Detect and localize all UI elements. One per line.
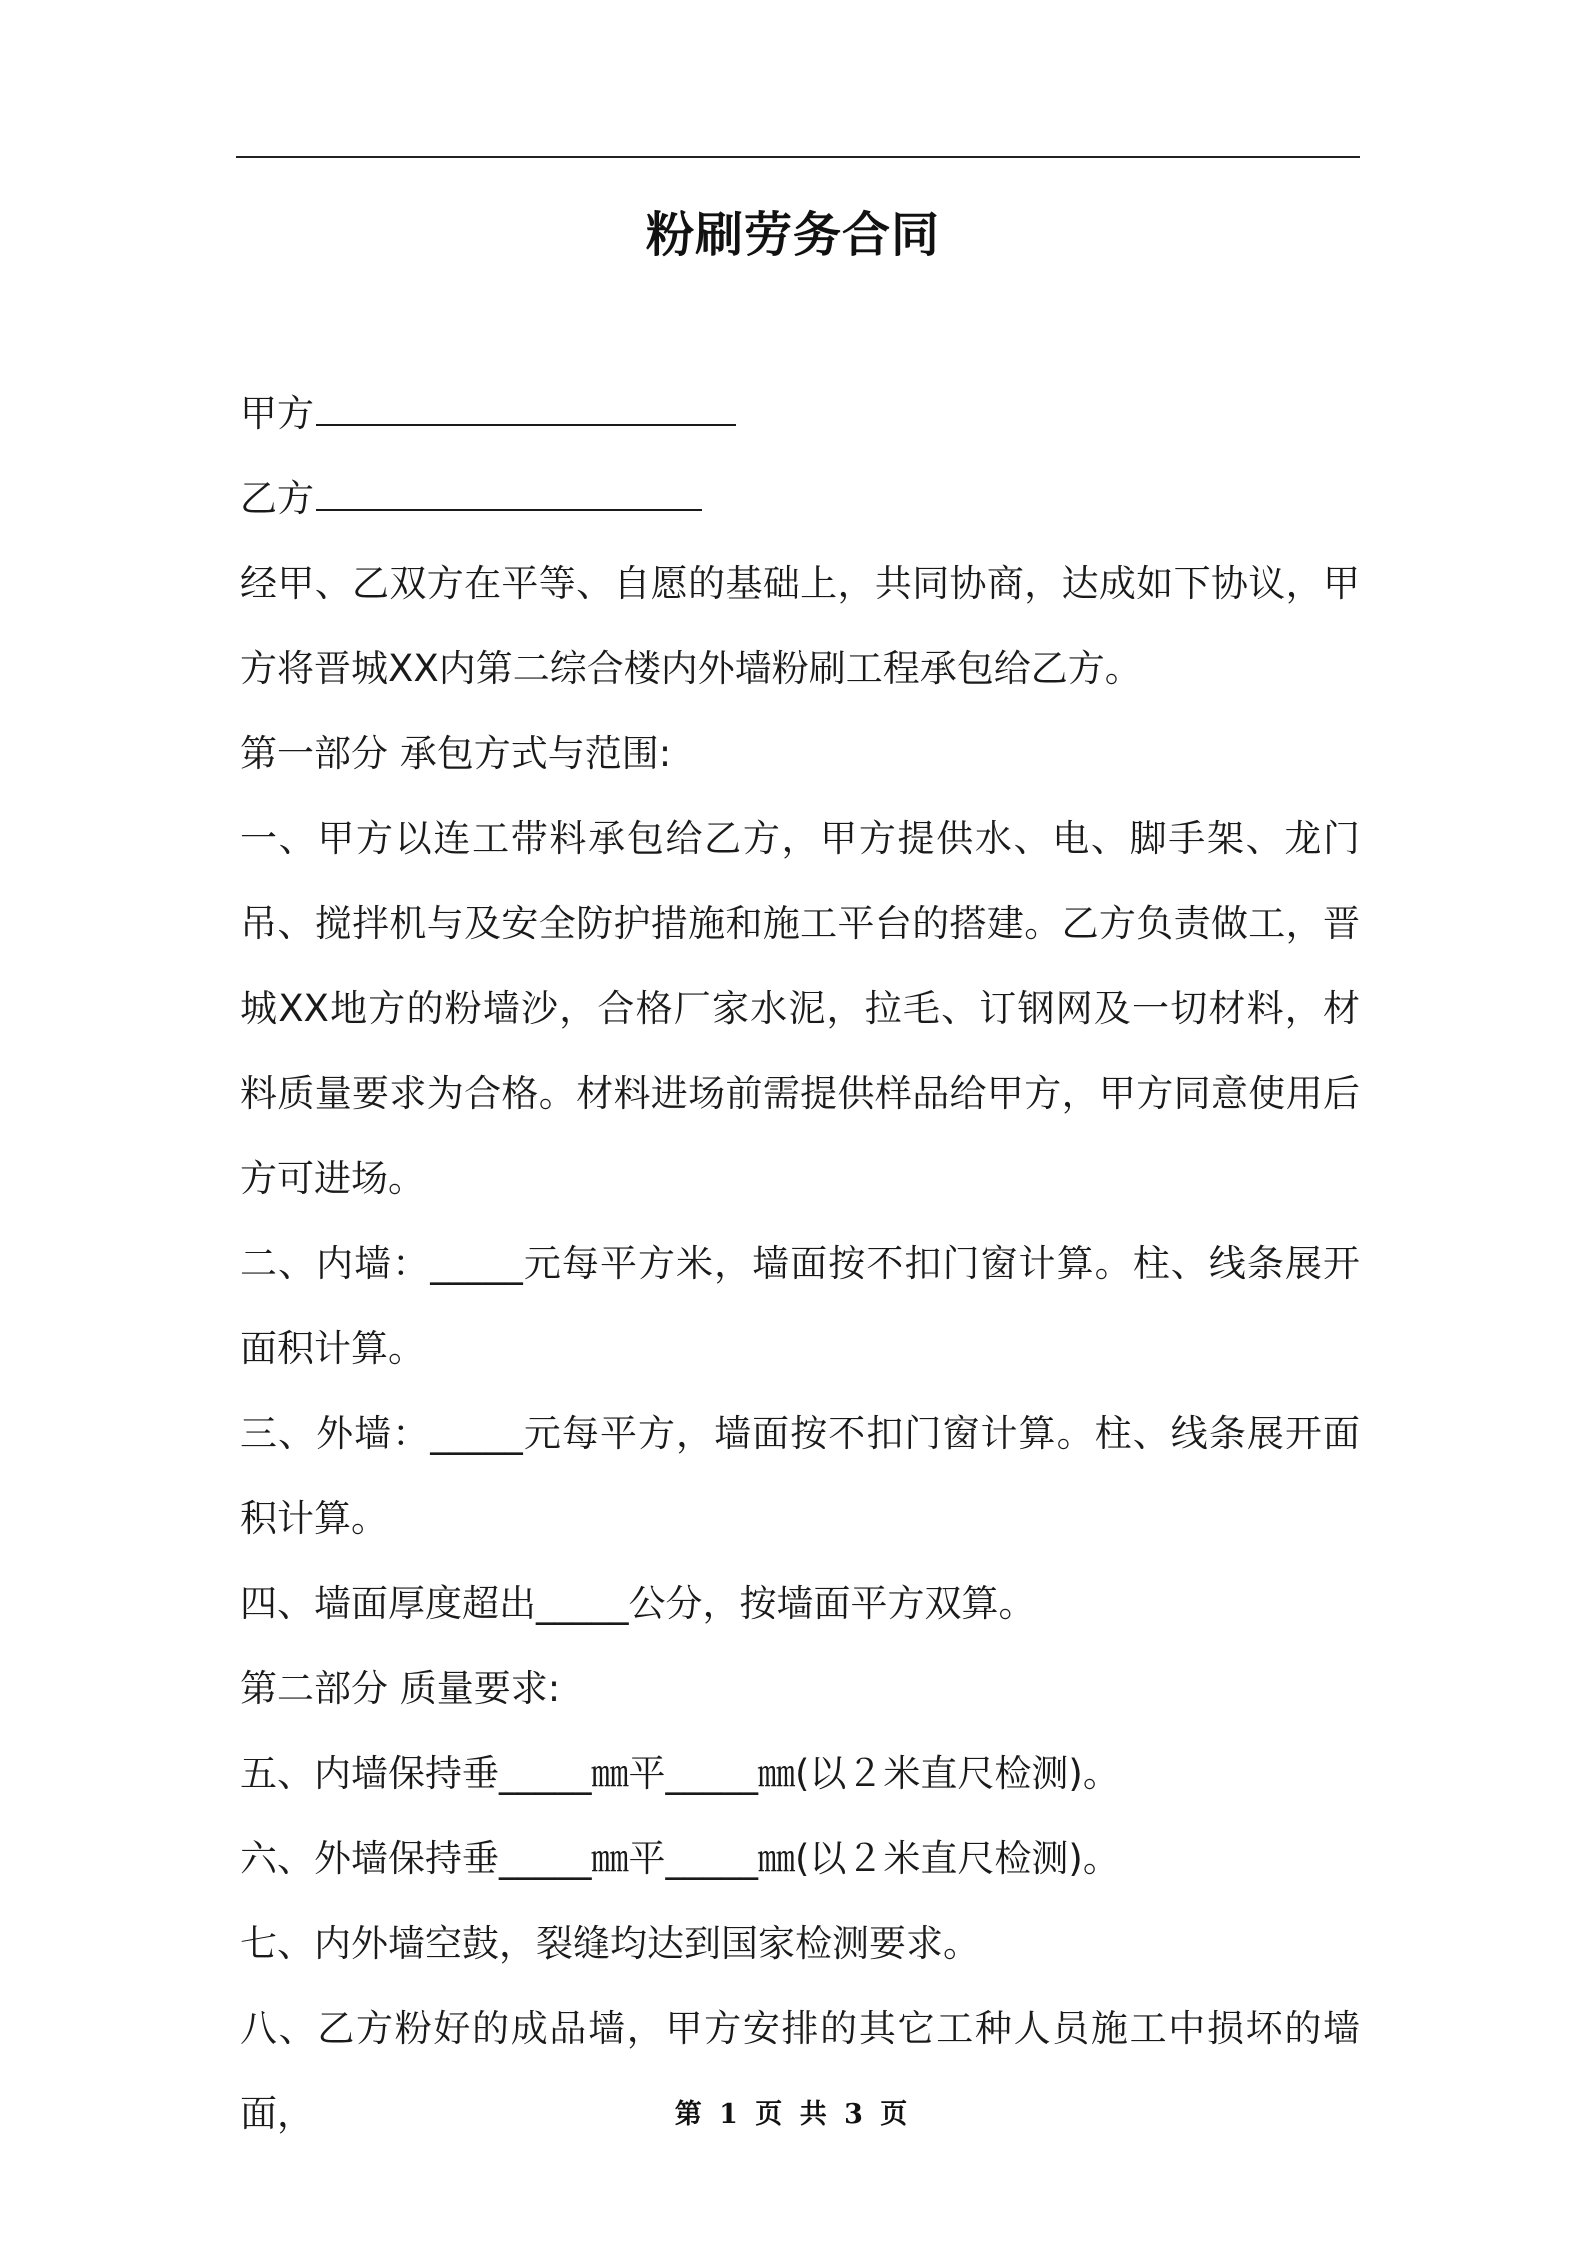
document-body (240, 371, 1360, 2156)
section-heading-part-1: 第一部分 承包方式与范围: (240, 732, 672, 775)
clause-5: 五、内墙保持垂_____㎜平_____㎜(以２米直尺检测)。 (240, 1752, 1120, 1795)
clause-7: 七、内外墙空鼓，裂缝均达到国家检测要求。 (240, 1922, 980, 1965)
page-number: 第 1 页 共 3 页 (674, 2099, 912, 2130)
clause-2: 二、内墙：_____元每平方米，墙面按不扣门窗计算。柱、线条展开面积计算。 (240, 1242, 1360, 1370)
party-b-line (240, 456, 1360, 541)
header-rule (236, 156, 1360, 158)
section-heading-part-2: 第二部分 质量要求: (240, 1667, 561, 1710)
clause-6: 六、外墙保持垂_____㎜平_____㎜(以２米直尺检测)。 (240, 1837, 1120, 1880)
clause-1: 一、甲方以连工带料承包给乙方，甲方提供水、电、脚手架、龙门吊、搅拌机与及安全防护措施和施工平台的搭建。乙方负责做工，晋城XX地方的粉墙沙，合格厂家水泥，拉毛、订钢网及一切材料，材料质量要求为合格。材料进场前需提供样品给甲方，甲方同意使用后方可进场。 (240, 817, 1360, 1200)
clause-8: 八、乙方粉好的成品墙，甲方安排的其它工种人员施工中损坏的墙面， (240, 2007, 1360, 2135)
party-a-blank (316, 384, 736, 426)
clause-4: 四、墙面厚度超出_____公分，按墙面平方双算。 (240, 1582, 1036, 1625)
clause-3: 三、外墙：_____元每平方，墙面按不扣门窗计算。柱、线条展开面积计算。 (240, 1412, 1360, 1540)
party-a-label: 甲方 (240, 392, 314, 435)
party-b-blank (316, 469, 702, 511)
intro-paragraph: 经甲、乙双方在平等、自愿的基础上，共同协商，达成如下协议，甲方将晋城XX内第二综合楼内外墙粉刷工程承包给乙方。 (240, 562, 1360, 690)
party-b-label: 乙方 (240, 477, 314, 520)
party-a-line (240, 371, 1360, 456)
document-title: 粉刷劳务合同 (645, 207, 940, 263)
